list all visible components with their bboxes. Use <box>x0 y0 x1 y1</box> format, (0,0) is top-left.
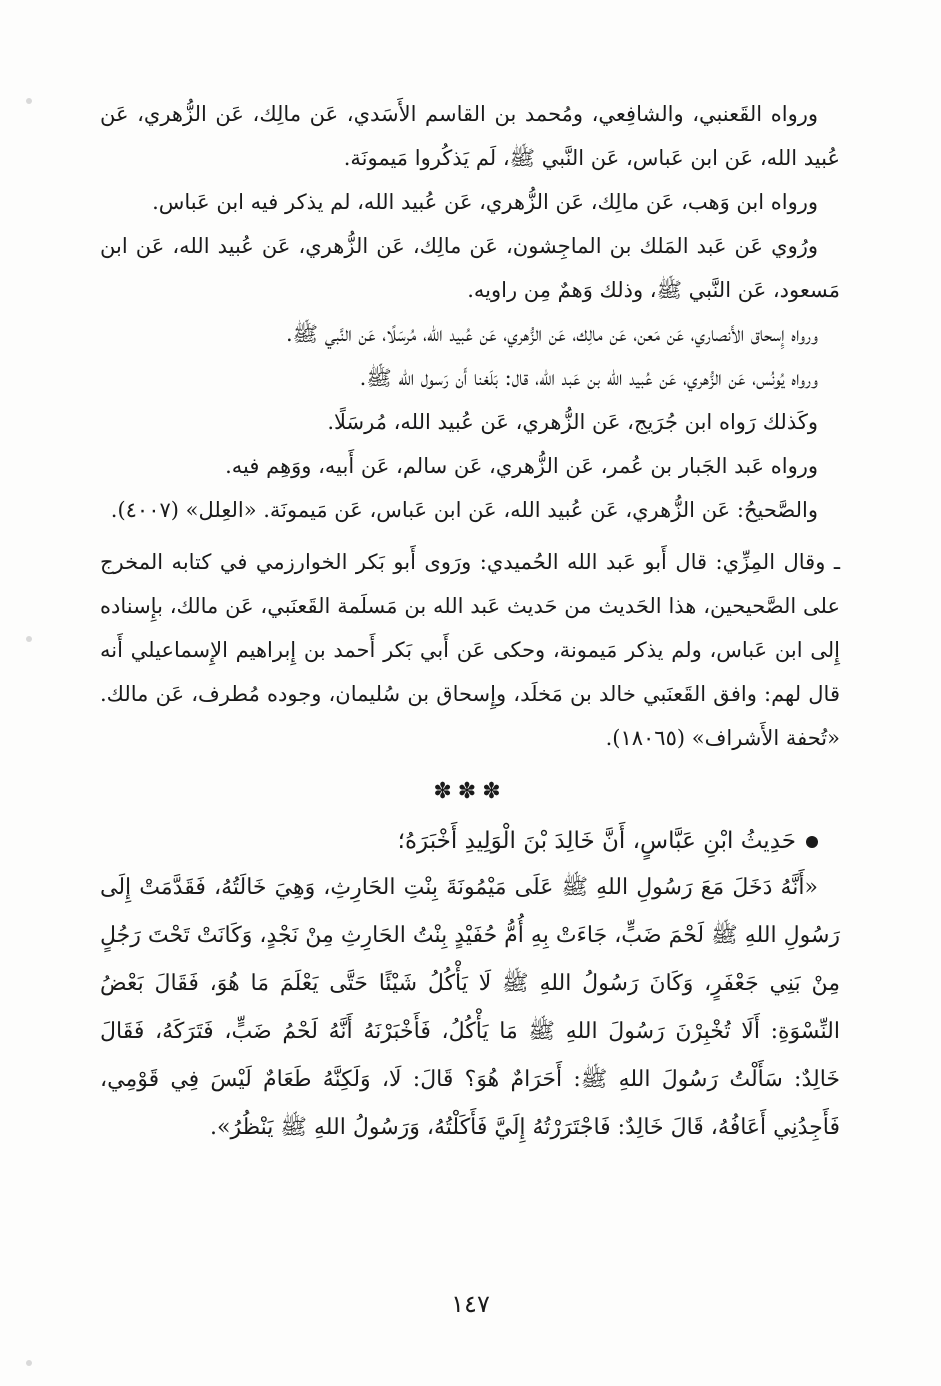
margin-mark <box>26 636 32 642</box>
commentary-paragraph: ورواه إِسحاق الأَنصاري، عَن مَعن، عَن مالِك، عَن الزُّهري، عَن عُبيد الله، مُرسَلًا، عَن النَّبي ﷺ. <box>285 322 818 346</box>
page-number: ١٤٧ <box>451 1290 490 1318</box>
margin-mark <box>26 98 32 104</box>
hadith-text: «أَنَّهُ دَخَلَ مَعَ رَسُولِ اللهِ ﷺ عَلَى مَيْمُونَةَ بِنْتِ الحَارِثِ، وَهِيَ خَالَتُهُ، فَقَدَّمَتْ إِلَى رَسُولِ اللهِ ﷺ لَحْمَ ضَبٍّ، جَاءَتْ بِهِ أُمُّ حُفَيْدٍ بِنْتُ الحَارِثِ مِنْ نَجْدٍ، وَكَانَتْ تَحْتَ رَجُلٍ مِنْ بَنِي جَعْفَرٍ، وَكَانَ رَسُولُ اللهِ ﷺ لَا يَأْكُلُ شَيْئًا حَتَّى يَعْلَمَ مَا هُوَ، فَقَالَ بَعْضُ النِّسْوَةِ: أَلَا تُخْبِرْنَ رَسُولَ اللهِ ﷺ مَا يَأْكُلُ، فَأَخْبَرْنَهُ أَنَّهُ لَحْمُ ضَبٍّ، فَتَرَكَهُ، فَقَالَ خَالِدٌ: سَأَلْتُ رَسُولَ اللهِ ﷺ: أَحَرَامٌ هُوَ؟ قَالَ: لَا، وَلَكِنَّهُ طَعَامٌ لَيْسَ فِي قَوْمِي، فَأَجِدُنِي أَعَافُهُ، قَالَ خَالِدٌ: فَاجْتَرَرْتُهُ إِلَيَّ فَأَكَلْتُهُ، وَرَسُولُ اللهِ ﷺ يَنْظُرُ». <box>100 875 840 1140</box>
commentary-paragraph: ورواه يُونُس، عَن الزُّهري، عَن عُبيد الله بن عَبد الله، قال: بَلَغنا أَن رَسول الله ﷺ. <box>359 366 818 390</box>
commentary-paragraph: ورواه عَبد الجَبار بن عُمر، عَن الزُّهري، عَن سالم، عَن أَبيه، ووَهِم فيه. <box>225 454 818 478</box>
mizzi-paragraph: ـ وقال المِزِّي: قال أَبو عَبد الله الحُميدي: ورَوى أَبو بَكر الخوارزمي في كتابه المخرج على الصَّحيحين، هذا الحَديث من حَديث عَبد الله بن مَسلَمة القَعنَبي، عَن مالك، بإِسناده إِلى ابن عَباس، ولم يذكر مَيمونة، وحكى عَن أَبي بَكر أَحمد بن إِبراهيم الإِسماعيلي أَنه قال لهم: وافق القَعنَبي خالد بن مَخلَد، وإِسحاق بن سُليمان، وجوده مُطرف، عَن مالك. «تُحفة الأَشراف» (١٨٠٦٥). <box>100 550 840 750</box>
page-content <box>100 92 840 1152</box>
commentary-paragraph: ورواه ابن وَهب، عَن مالِك، عَن الزُّهري، عَن عُبيد الله، لم يذكر فيه ابن عَباس. <box>152 190 818 214</box>
commentary-paragraph: ورواه القَعنبي، والشافِعي، ومُحمد بن القاسم الأَسَدي، عَن مالِك، عَن الزُّهري، عَن عُبيد الله، عَن ابن عَباس، عَن النَّبي ﷺ، لَم يَذكُروا مَيمونَة. <box>100 102 840 170</box>
margin-mark <box>26 1360 32 1366</box>
bullet-icon <box>806 836 818 848</box>
commentary-paragraph: والصَّحيحُ: عَن الزُّهري، عَن عُبيد الله، عَن ابن عَباس، عَن مَيمونَة. «العِلل» (٤٠٠٧). <box>110 498 818 522</box>
section-divider: ✽✽✽ <box>433 779 507 804</box>
commentary-block <box>100 92 840 532</box>
hadith-title <box>100 818 840 864</box>
commentary-paragraph: ورُوي عَن عَبد المَلك بن الماجِشون، عَن مالِك، عَن الزُّهري، عَن عُبيد الله، عَن ابن مَسعود، عَن النَّبي ﷺ، وذلك وَهمٌ مِن راويه. <box>100 234 840 302</box>
commentary-paragraph: وكَذلك رَواه ابن جُرَيج، عَن الزُّهري، عَن عُبيد الله، مُرسَلًا. <box>327 410 818 434</box>
hadith-title-text: حَدِيثُ ابْنِ عَبَّاسٍ، أَنَّ خَالِدَ بْنَ الْوَلِيدِ أَخْبَرَهُ؛ <box>397 828 796 854</box>
